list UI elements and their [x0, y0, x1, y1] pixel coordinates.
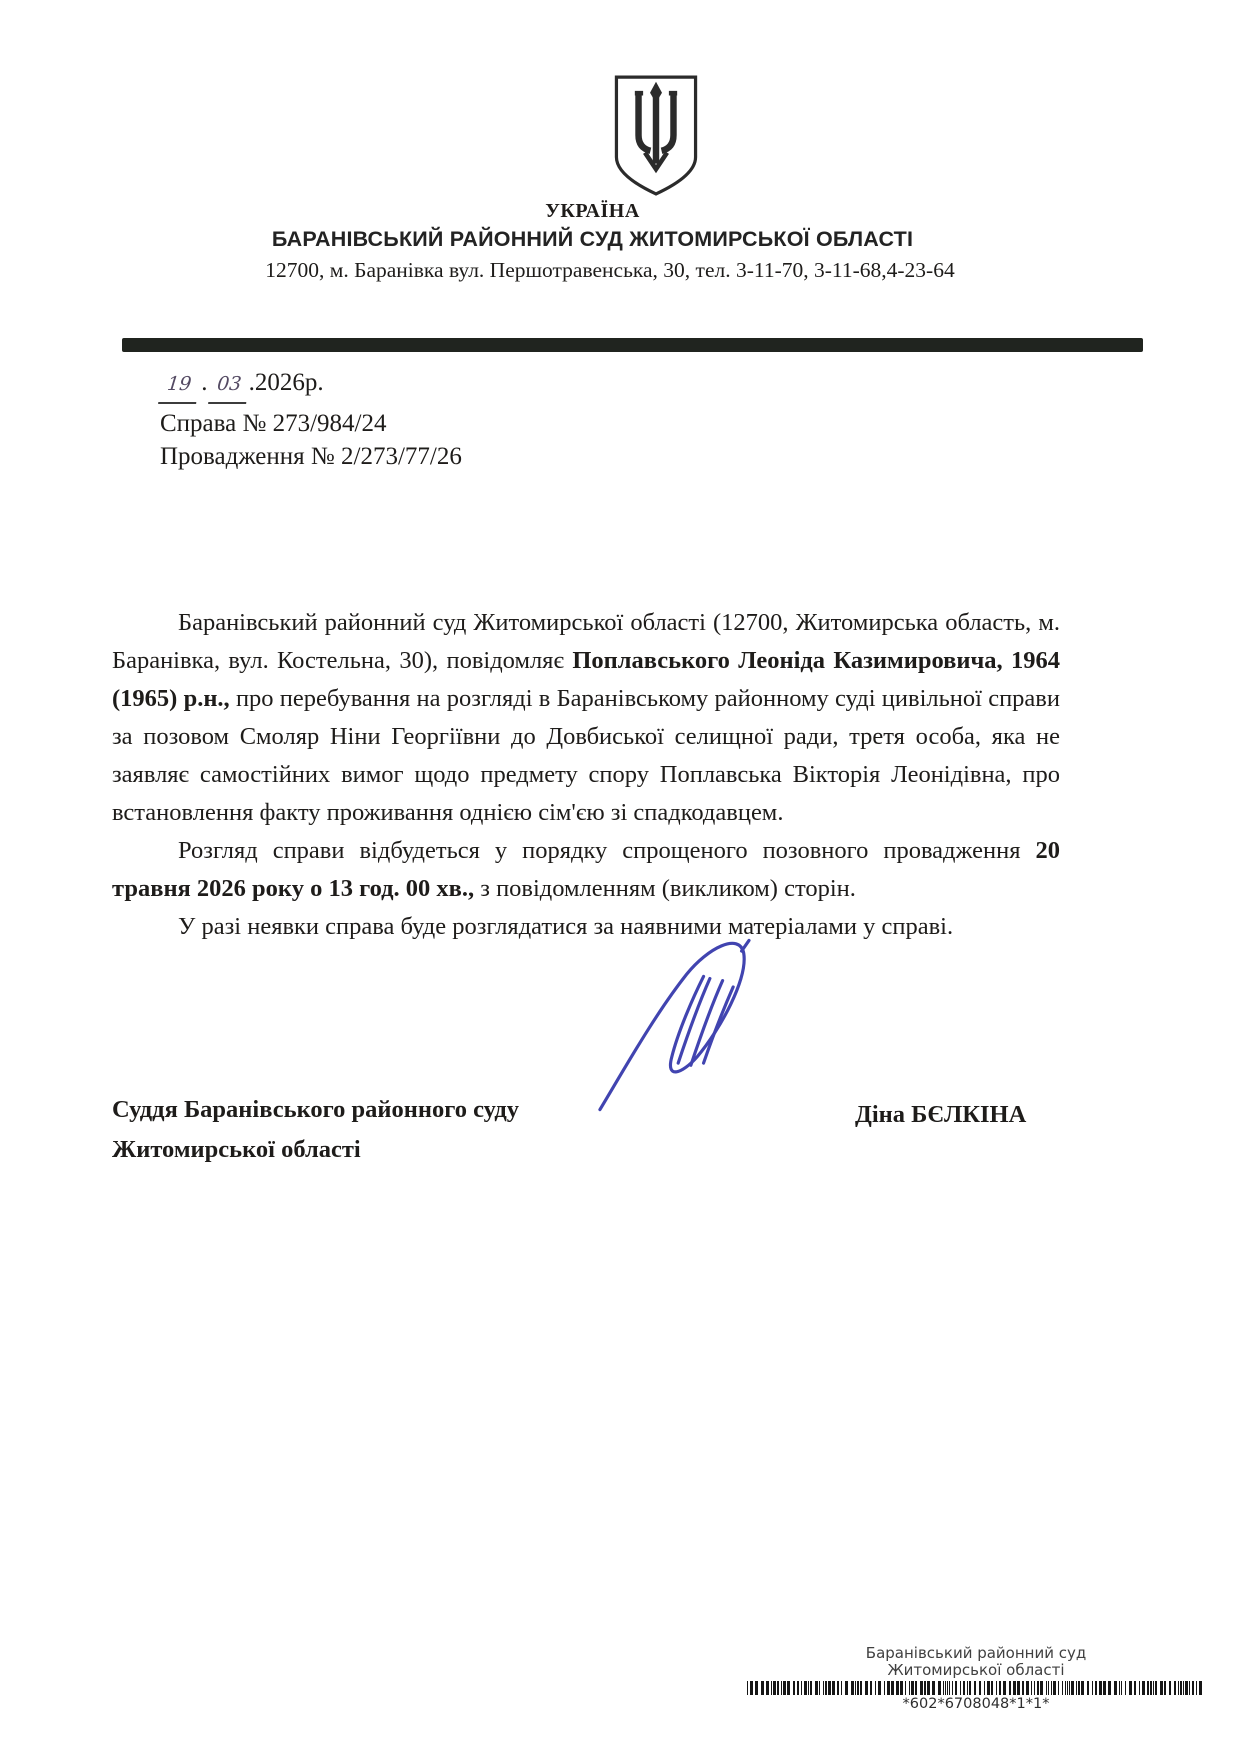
barcode-value: *602*6708048*1*1*	[902, 1696, 1050, 1712]
date-year: .2026р.	[248, 369, 324, 396]
proceeding-number: Провадження № 2/273/77/26	[160, 443, 462, 470]
barcode	[745, 1681, 1207, 1695]
registration-stamp	[745, 1645, 1207, 1712]
paragraph-1-continuation: про перебування на розгляді в Баранівському районному суді цивільної справи за позовом Смоляр Ніни Георгіївни до Довбиської селищної ради, третя особа, яка не заявляє самостійних вимог щодо предмету спору Поплавська Вікторія Леонідівна, про встановлення факту проживання однією сім'єю зі спадкодавцем.	[112, 685, 1060, 826]
notice-body	[112, 604, 1060, 946]
separator-bar	[122, 338, 1143, 352]
handwritten-signature	[585, 932, 765, 1117]
paragraph-3: У разі неявки справа буде розглядатися за наявними матеріалами у справі.	[178, 913, 954, 940]
stamp-court-line2: Житомирської області	[887, 1661, 1065, 1679]
document-date	[160, 366, 462, 404]
handwritten-day: 19	[158, 368, 200, 404]
case-number: Справа № 273/984/24	[160, 410, 387, 437]
addressee-name: Поплавського Леоніда Казимировича, 1964 (1965) р.н.,	[112, 647, 1060, 712]
paragraph-2	[112, 832, 1060, 908]
court-name: БАРАНІВСЬКИЙ РАЙОННИЙ СУД ЖИТОМИРСЬКОЇ ОБЛАСТІ	[271, 227, 914, 251]
paragraph-1	[112, 604, 1060, 832]
country-title: УКРАЇНА	[545, 200, 640, 222]
paragraph-2-continuation: з повідомленням (викликом) сторін.	[474, 875, 856, 902]
judge-title-line2: Житомирської області	[112, 1136, 361, 1163]
judge-title-line1: Суддя Баранівського районного суду	[112, 1096, 520, 1123]
stamp-court-line1: Баранівський районний суд	[865, 1644, 1087, 1662]
ukraine-trident-icon	[610, 74, 702, 198]
document-meta	[160, 366, 462, 473]
court-address: 12700, м. Баранівка вул. Першотравенська, 30, тел. 3-11-70, 3-11-68,4-23-64	[265, 258, 955, 282]
date-separator: .	[201, 369, 208, 396]
judge-name: Діна БЄЛКІНА	[855, 1101, 1027, 1128]
handwritten-month: 03	[209, 368, 251, 404]
paragraph-2-text: Розгляд справи відбудеться у порядку спрощеного позовного провадження	[178, 837, 1036, 864]
judge-title	[112, 1090, 519, 1170]
hearing-datetime: 20 травня 2026 року о 13 год. 00 хв.,	[112, 837, 1060, 902]
paragraph-1-text: Баранівський районний суд Житомирської області (12700, Житомирська область, м. Баранівка, вул. Костельна, 30), повідомляє	[112, 609, 1060, 674]
